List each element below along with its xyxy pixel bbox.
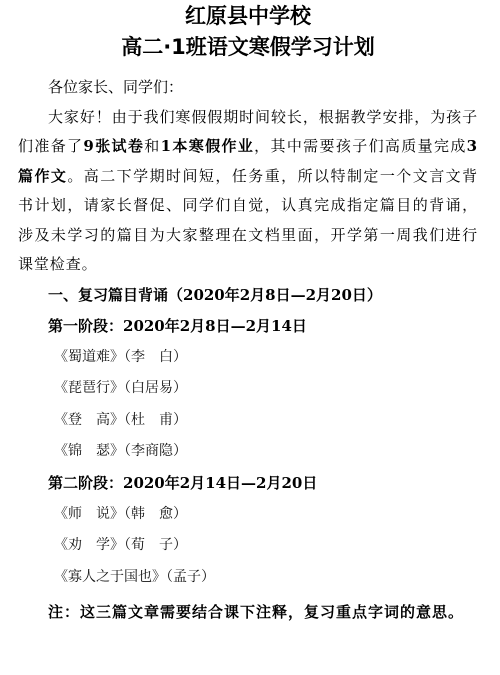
list-item: 《师 说》（韩 愈）	[54, 505, 187, 522]
salutation: 各位家长、同学们：	[48, 78, 184, 96]
plan-title: 高二·1班语文寒假学习计划	[121, 35, 375, 59]
intro-emphasis-homework: 1本寒假作业	[160, 137, 255, 155]
intro-text-b: 和	[144, 137, 161, 155]
school-name: 红原县中学校	[185, 4, 311, 28]
intro-text-d: 。高二下学期时间短，任务重，所以特制定一个文言文背书计划，请家长督促、同学们自觉，认真完成指定篇目的背诵，涉及未学习的篇目为大家整理在文档里面，开学第一周我们进行课堂检查。	[18, 166, 478, 273]
section-heading: 一、复习篇目背诵（2020年2月8日—2月20日）	[48, 285, 382, 304]
list-item: 《寡人之于国也》（孟子）	[54, 568, 215, 585]
review-note: 注：这三篇文章需要结合课下注释，复习重点字词的意思。	[48, 603, 465, 621]
list-item: 《锦 瑟》（李商隐）	[54, 443, 187, 459]
stage-two-heading: 第二阶段：2020年2月14日—2月20日	[48, 473, 318, 492]
stage-one-heading: 第一阶段：2020年2月8日—2月14日	[48, 316, 307, 335]
intro-text-c: ，其中需要孩子们高质量完成	[254, 137, 467, 155]
intro-emphasis-papers: 9张试卷	[83, 137, 145, 155]
intro-emphasis-essays: 3篇作文	[18, 137, 479, 185]
intro-paragraph	[18, 103, 478, 280]
list-item: 《蜀道难》（李 白）	[54, 348, 187, 365]
list-item: 《登 高》（杜 甫）	[54, 411, 187, 428]
list-item: 《劝 学》（荀 子）	[54, 537, 187, 553]
intro-text-a: 大家好！由于我们寒假假期时间较长，根据教学安排，为孩子们准备了	[18, 107, 478, 155]
list-item: 《琵琶行》（白居易）	[54, 380, 187, 396]
